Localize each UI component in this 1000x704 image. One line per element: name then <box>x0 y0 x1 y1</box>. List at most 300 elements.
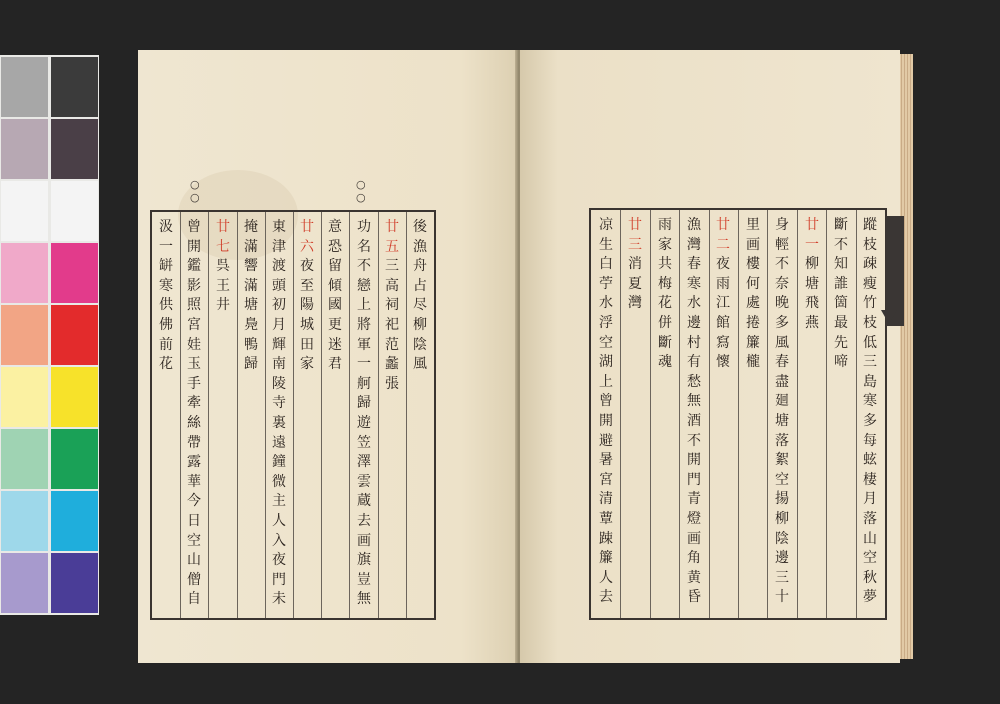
character: 秋 <box>863 569 877 586</box>
character: 曾 <box>187 219 201 235</box>
character: 祀 <box>385 316 399 333</box>
column-rule <box>709 210 710 618</box>
character: 避 <box>599 432 613 449</box>
character: 啼 <box>834 354 848 371</box>
character: 山 <box>187 552 201 569</box>
character: 影 <box>187 277 201 294</box>
character: 輝 <box>272 336 286 353</box>
column-rule <box>797 210 798 618</box>
character: 塘 <box>244 297 258 314</box>
text-column <box>830 216 852 373</box>
character: 灣 <box>687 236 701 253</box>
character: 梅 <box>658 275 672 292</box>
character: 瘦 <box>863 275 877 292</box>
character: 月 <box>272 316 286 333</box>
character: 人 <box>272 512 286 529</box>
character: 青 <box>687 491 701 508</box>
character: 簾 <box>746 334 760 351</box>
character: 三 <box>863 354 877 371</box>
character: 邊 <box>687 314 701 331</box>
character: 三 <box>385 258 399 275</box>
character: 津 <box>272 238 286 255</box>
character: 廿 <box>716 217 730 233</box>
character: 黄 <box>687 569 701 586</box>
character: 懷 <box>716 354 730 371</box>
character: 最 <box>834 314 848 331</box>
character: 不 <box>357 258 371 275</box>
character: 生 <box>599 236 613 253</box>
character: 手 <box>187 375 201 392</box>
character: 更 <box>328 316 342 333</box>
character: 月 <box>863 491 877 508</box>
text-column <box>801 216 823 334</box>
column-rule <box>237 212 238 618</box>
text-column <box>409 218 431 375</box>
character: 風 <box>413 356 427 373</box>
character: 樓 <box>746 256 760 273</box>
character: 一 <box>159 238 173 255</box>
character: 一 <box>357 356 371 373</box>
character: 田 <box>300 336 314 353</box>
character: 豈 <box>357 571 371 588</box>
character: 苧 <box>599 275 613 292</box>
color-swatch <box>1 119 48 179</box>
character: 將 <box>357 316 371 333</box>
character: 留 <box>328 258 342 275</box>
character: 澤 <box>357 454 371 471</box>
character: 島 <box>863 373 877 390</box>
character: 主 <box>272 493 286 510</box>
character: 城 <box>300 316 314 333</box>
character: 先 <box>834 334 848 351</box>
character: 清 <box>599 491 613 508</box>
character: 華 <box>187 473 201 490</box>
character: 五 <box>385 238 399 255</box>
character: 功 <box>357 219 371 235</box>
character: 占 <box>413 277 427 294</box>
character: 家 <box>658 236 672 253</box>
character: 絲 <box>187 414 201 431</box>
character: 夏 <box>628 275 642 292</box>
color-swatch <box>1 305 48 365</box>
character: 曾 <box>599 393 613 410</box>
character: 廿 <box>300 219 314 235</box>
character: 村 <box>687 334 701 351</box>
character: 簾 <box>599 550 613 567</box>
character: 蔵 <box>357 493 371 510</box>
character: 上 <box>357 297 371 314</box>
character: 廿 <box>805 217 819 233</box>
character: 呉 <box>216 258 230 275</box>
character: 王 <box>216 277 230 294</box>
character: 缾 <box>159 258 173 275</box>
text-column <box>212 218 234 316</box>
character: 斷 <box>658 334 672 351</box>
character: 陽 <box>300 297 314 314</box>
character: 日 <box>187 512 201 529</box>
character: 寺 <box>272 395 286 412</box>
character: 不 <box>834 236 848 253</box>
character: 初 <box>272 297 286 314</box>
column-rule <box>826 210 827 618</box>
character: 頭 <box>272 277 286 294</box>
character: 春 <box>775 354 789 371</box>
character: 共 <box>658 256 672 273</box>
character: 三 <box>775 569 789 586</box>
character: 舸 <box>357 375 371 392</box>
column-rule <box>208 212 209 618</box>
color-swatch <box>1 57 48 117</box>
character: 竹 <box>863 295 877 312</box>
character: 每 <box>863 432 877 449</box>
character: 裏 <box>272 414 286 431</box>
character: 柳 <box>805 256 819 273</box>
character: 自 <box>187 591 201 608</box>
character: 至 <box>300 277 314 294</box>
character: 愁 <box>687 373 701 390</box>
color-swatch <box>1 491 48 551</box>
character: 滿 <box>244 277 258 294</box>
character: 輕 <box>775 236 789 253</box>
color-swatch <box>1 243 48 303</box>
text-column <box>155 218 177 375</box>
character: 二 <box>716 236 730 253</box>
right-text-frame <box>589 208 887 620</box>
character: 陵 <box>272 375 286 392</box>
character: 里 <box>746 217 760 233</box>
character: 陰 <box>775 530 789 547</box>
character: 渡 <box>272 258 286 275</box>
character: 絮 <box>775 452 789 469</box>
character: 遊 <box>357 414 371 431</box>
character: 旗 <box>357 552 371 569</box>
character: 三 <box>628 236 642 253</box>
text-column <box>381 218 403 394</box>
text-column <box>624 216 646 314</box>
character: 戀 <box>357 277 371 294</box>
character: 廿 <box>385 219 399 235</box>
character: 雲 <box>357 473 371 490</box>
text-column <box>683 216 705 608</box>
character: 蕈 <box>599 510 613 527</box>
character: 東 <box>272 219 286 235</box>
character: 上 <box>599 373 613 390</box>
column-rule <box>265 212 266 618</box>
color-swatch <box>51 119 98 179</box>
character: 廻 <box>775 393 789 410</box>
column-rule <box>679 210 680 618</box>
character: 身 <box>775 217 789 233</box>
character: 疎 <box>863 256 877 273</box>
character: 落 <box>863 510 877 527</box>
character: 廿 <box>216 219 230 235</box>
color-swatch <box>1 553 48 613</box>
character: 帶 <box>187 434 201 451</box>
character: 笠 <box>357 434 371 451</box>
character: 舟 <box>413 258 427 275</box>
character: 遠 <box>272 434 286 451</box>
character: 晚 <box>775 295 789 312</box>
column-rule <box>180 212 181 618</box>
character: 牽 <box>187 395 201 412</box>
character: 燕 <box>805 314 819 331</box>
character: 未 <box>272 591 286 608</box>
character: 玉 <box>187 356 201 373</box>
character: 昏 <box>687 589 701 606</box>
color-swatch <box>51 243 98 303</box>
character: 蚿 <box>863 452 877 469</box>
character: 娃 <box>187 336 201 353</box>
character: 處 <box>746 295 760 312</box>
character: 水 <box>687 295 701 312</box>
character: 開 <box>687 452 701 469</box>
character: 灣 <box>628 295 642 312</box>
color-swatch <box>1 181 48 241</box>
character: 邊 <box>775 550 789 567</box>
character: 尽 <box>413 297 427 314</box>
character: 江 <box>716 295 730 312</box>
character: 夜 <box>300 258 314 275</box>
character: 傾 <box>328 277 342 294</box>
character: 鐘 <box>272 454 286 471</box>
column-rule <box>349 212 350 618</box>
character: 去 <box>599 589 613 606</box>
character: 画 <box>687 530 701 547</box>
character: 花 <box>658 295 672 312</box>
character: 不 <box>775 256 789 273</box>
character: 去 <box>357 512 371 529</box>
character: 一 <box>805 236 819 253</box>
color-swatch <box>1 429 48 489</box>
color-swatch <box>1 367 48 427</box>
character: 寒 <box>159 277 173 294</box>
color-swatch <box>51 553 98 613</box>
character: 燈 <box>687 510 701 527</box>
character: 蠡 <box>385 356 399 373</box>
column-rule <box>767 210 768 618</box>
character: 井 <box>216 297 230 314</box>
character: 陰 <box>413 336 427 353</box>
character: 六 <box>300 238 314 255</box>
character: 微 <box>272 473 286 490</box>
character: 館 <box>716 314 730 331</box>
character: 高 <box>385 277 399 294</box>
character: 宮 <box>187 316 201 333</box>
character: 併 <box>658 314 672 331</box>
character: 消 <box>628 256 642 273</box>
character: 不 <box>687 432 701 449</box>
color-swatch <box>51 305 98 365</box>
character: 山 <box>863 530 877 547</box>
character: 君 <box>328 356 342 373</box>
character: 春 <box>687 256 701 273</box>
column-rule <box>856 210 857 618</box>
character: 浮 <box>599 314 613 331</box>
character: 漁 <box>413 238 427 255</box>
character: 前 <box>159 336 173 353</box>
character: 佛 <box>159 316 173 333</box>
character: 白 <box>599 256 613 273</box>
character: 七 <box>216 238 230 255</box>
character: 范 <box>385 336 399 353</box>
character: 開 <box>599 412 613 429</box>
column-rule <box>321 212 322 618</box>
character: 塘 <box>805 275 819 292</box>
character: 夜 <box>272 552 286 569</box>
annotation-circles-left: ○ ○ <box>190 178 201 204</box>
character: 飛 <box>805 295 819 312</box>
text-column <box>183 218 205 610</box>
character: 暑 <box>599 452 613 469</box>
character: 斷 <box>834 217 848 233</box>
text-column <box>654 216 676 373</box>
character: 花 <box>159 356 173 373</box>
character: 門 <box>687 471 701 488</box>
text-column <box>742 216 764 373</box>
character: 意 <box>328 219 342 235</box>
character: 名 <box>357 238 371 255</box>
column-rule <box>293 212 294 618</box>
character: 知 <box>834 256 848 273</box>
text-column <box>324 218 346 375</box>
character: 僧 <box>187 571 201 588</box>
character: 柳 <box>775 510 789 527</box>
color-swatch <box>51 181 98 241</box>
character: 水 <box>599 295 613 312</box>
character: 捲 <box>746 314 760 331</box>
character: 酒 <box>687 412 701 429</box>
color-swatch <box>51 429 98 489</box>
character: 響 <box>244 258 258 275</box>
character: 空 <box>187 532 201 549</box>
character: 多 <box>775 314 789 331</box>
character: 照 <box>187 297 201 314</box>
right-page <box>520 50 900 663</box>
character: 鴨 <box>244 336 258 353</box>
character: 入 <box>272 532 286 549</box>
character: 空 <box>863 550 877 567</box>
text-column <box>353 218 375 610</box>
character: 何 <box>746 275 760 292</box>
character: 歸 <box>244 356 258 373</box>
character: 門 <box>272 571 286 588</box>
character: 家 <box>300 356 314 373</box>
character: 開 <box>187 238 201 255</box>
character: 柳 <box>413 316 427 333</box>
text-column <box>595 216 617 608</box>
character: 枝 <box>863 236 877 253</box>
character: 後 <box>413 219 427 235</box>
character: 箇 <box>834 295 848 312</box>
character: 夜 <box>716 256 730 273</box>
character: 人 <box>599 569 613 586</box>
color-swatch <box>51 57 98 117</box>
character: 恐 <box>328 238 342 255</box>
character: 掩 <box>244 219 258 235</box>
character: 風 <box>775 334 789 351</box>
text-column <box>771 216 793 608</box>
character: 凉 <box>599 217 613 233</box>
character: 寒 <box>687 275 701 292</box>
character: 誰 <box>834 275 848 292</box>
character: 画 <box>357 532 371 549</box>
character: 多 <box>863 412 877 429</box>
character: 低 <box>863 334 877 351</box>
text-column <box>859 216 881 608</box>
text-column <box>296 218 318 375</box>
character: 蹤 <box>863 217 877 233</box>
character: 寒 <box>863 393 877 410</box>
left-text-frame <box>150 210 436 620</box>
character: 軍 <box>357 336 371 353</box>
character: 塘 <box>775 412 789 429</box>
character: 十 <box>775 589 789 606</box>
character: 張 <box>385 375 399 392</box>
text-column <box>712 216 734 373</box>
text-column <box>240 218 262 375</box>
annotation-circles-right: ○ ○ <box>356 178 367 204</box>
text-column <box>268 218 290 610</box>
character: 角 <box>687 550 701 567</box>
character: 夢 <box>863 589 877 606</box>
open-book <box>138 50 913 663</box>
character: 有 <box>687 354 701 371</box>
character: 迷 <box>328 336 342 353</box>
character: 祠 <box>385 297 399 314</box>
character: 南 <box>272 356 286 373</box>
character: 鳧 <box>244 316 258 333</box>
character: 画 <box>746 236 760 253</box>
character: 櫳 <box>746 354 760 371</box>
character: 無 <box>357 591 371 608</box>
character: 露 <box>187 454 201 471</box>
column-rule <box>738 210 739 618</box>
character: 盡 <box>775 373 789 390</box>
character: 滿 <box>244 238 258 255</box>
column-rule <box>406 212 407 618</box>
character: 供 <box>159 297 173 314</box>
character: 落 <box>775 432 789 449</box>
character: 廿 <box>628 217 642 233</box>
column-rule <box>620 210 621 618</box>
character: 雨 <box>658 217 672 233</box>
character: 枝 <box>863 314 877 331</box>
color-swatch <box>51 367 98 427</box>
character: 魂 <box>658 354 672 371</box>
character: 湖 <box>599 354 613 371</box>
fore-edge-fishtail-mark <box>881 310 897 324</box>
color-swatch <box>51 491 98 551</box>
character: 空 <box>599 334 613 351</box>
character: 今 <box>187 493 201 510</box>
character: 國 <box>328 297 342 314</box>
character: 鑑 <box>187 258 201 275</box>
character: 漁 <box>687 217 701 233</box>
character: 歸 <box>357 395 371 412</box>
character: 踈 <box>599 530 613 547</box>
character: 無 <box>687 393 701 410</box>
column-rule <box>650 210 651 618</box>
character: 寫 <box>716 334 730 351</box>
character: 雨 <box>716 275 730 292</box>
character: 揚 <box>775 491 789 508</box>
left-page <box>138 50 518 663</box>
character: 棲 <box>863 471 877 488</box>
character: 汲 <box>159 219 173 235</box>
color-calibration-chart <box>0 55 99 615</box>
character: 宮 <box>599 471 613 488</box>
column-rule <box>378 212 379 618</box>
